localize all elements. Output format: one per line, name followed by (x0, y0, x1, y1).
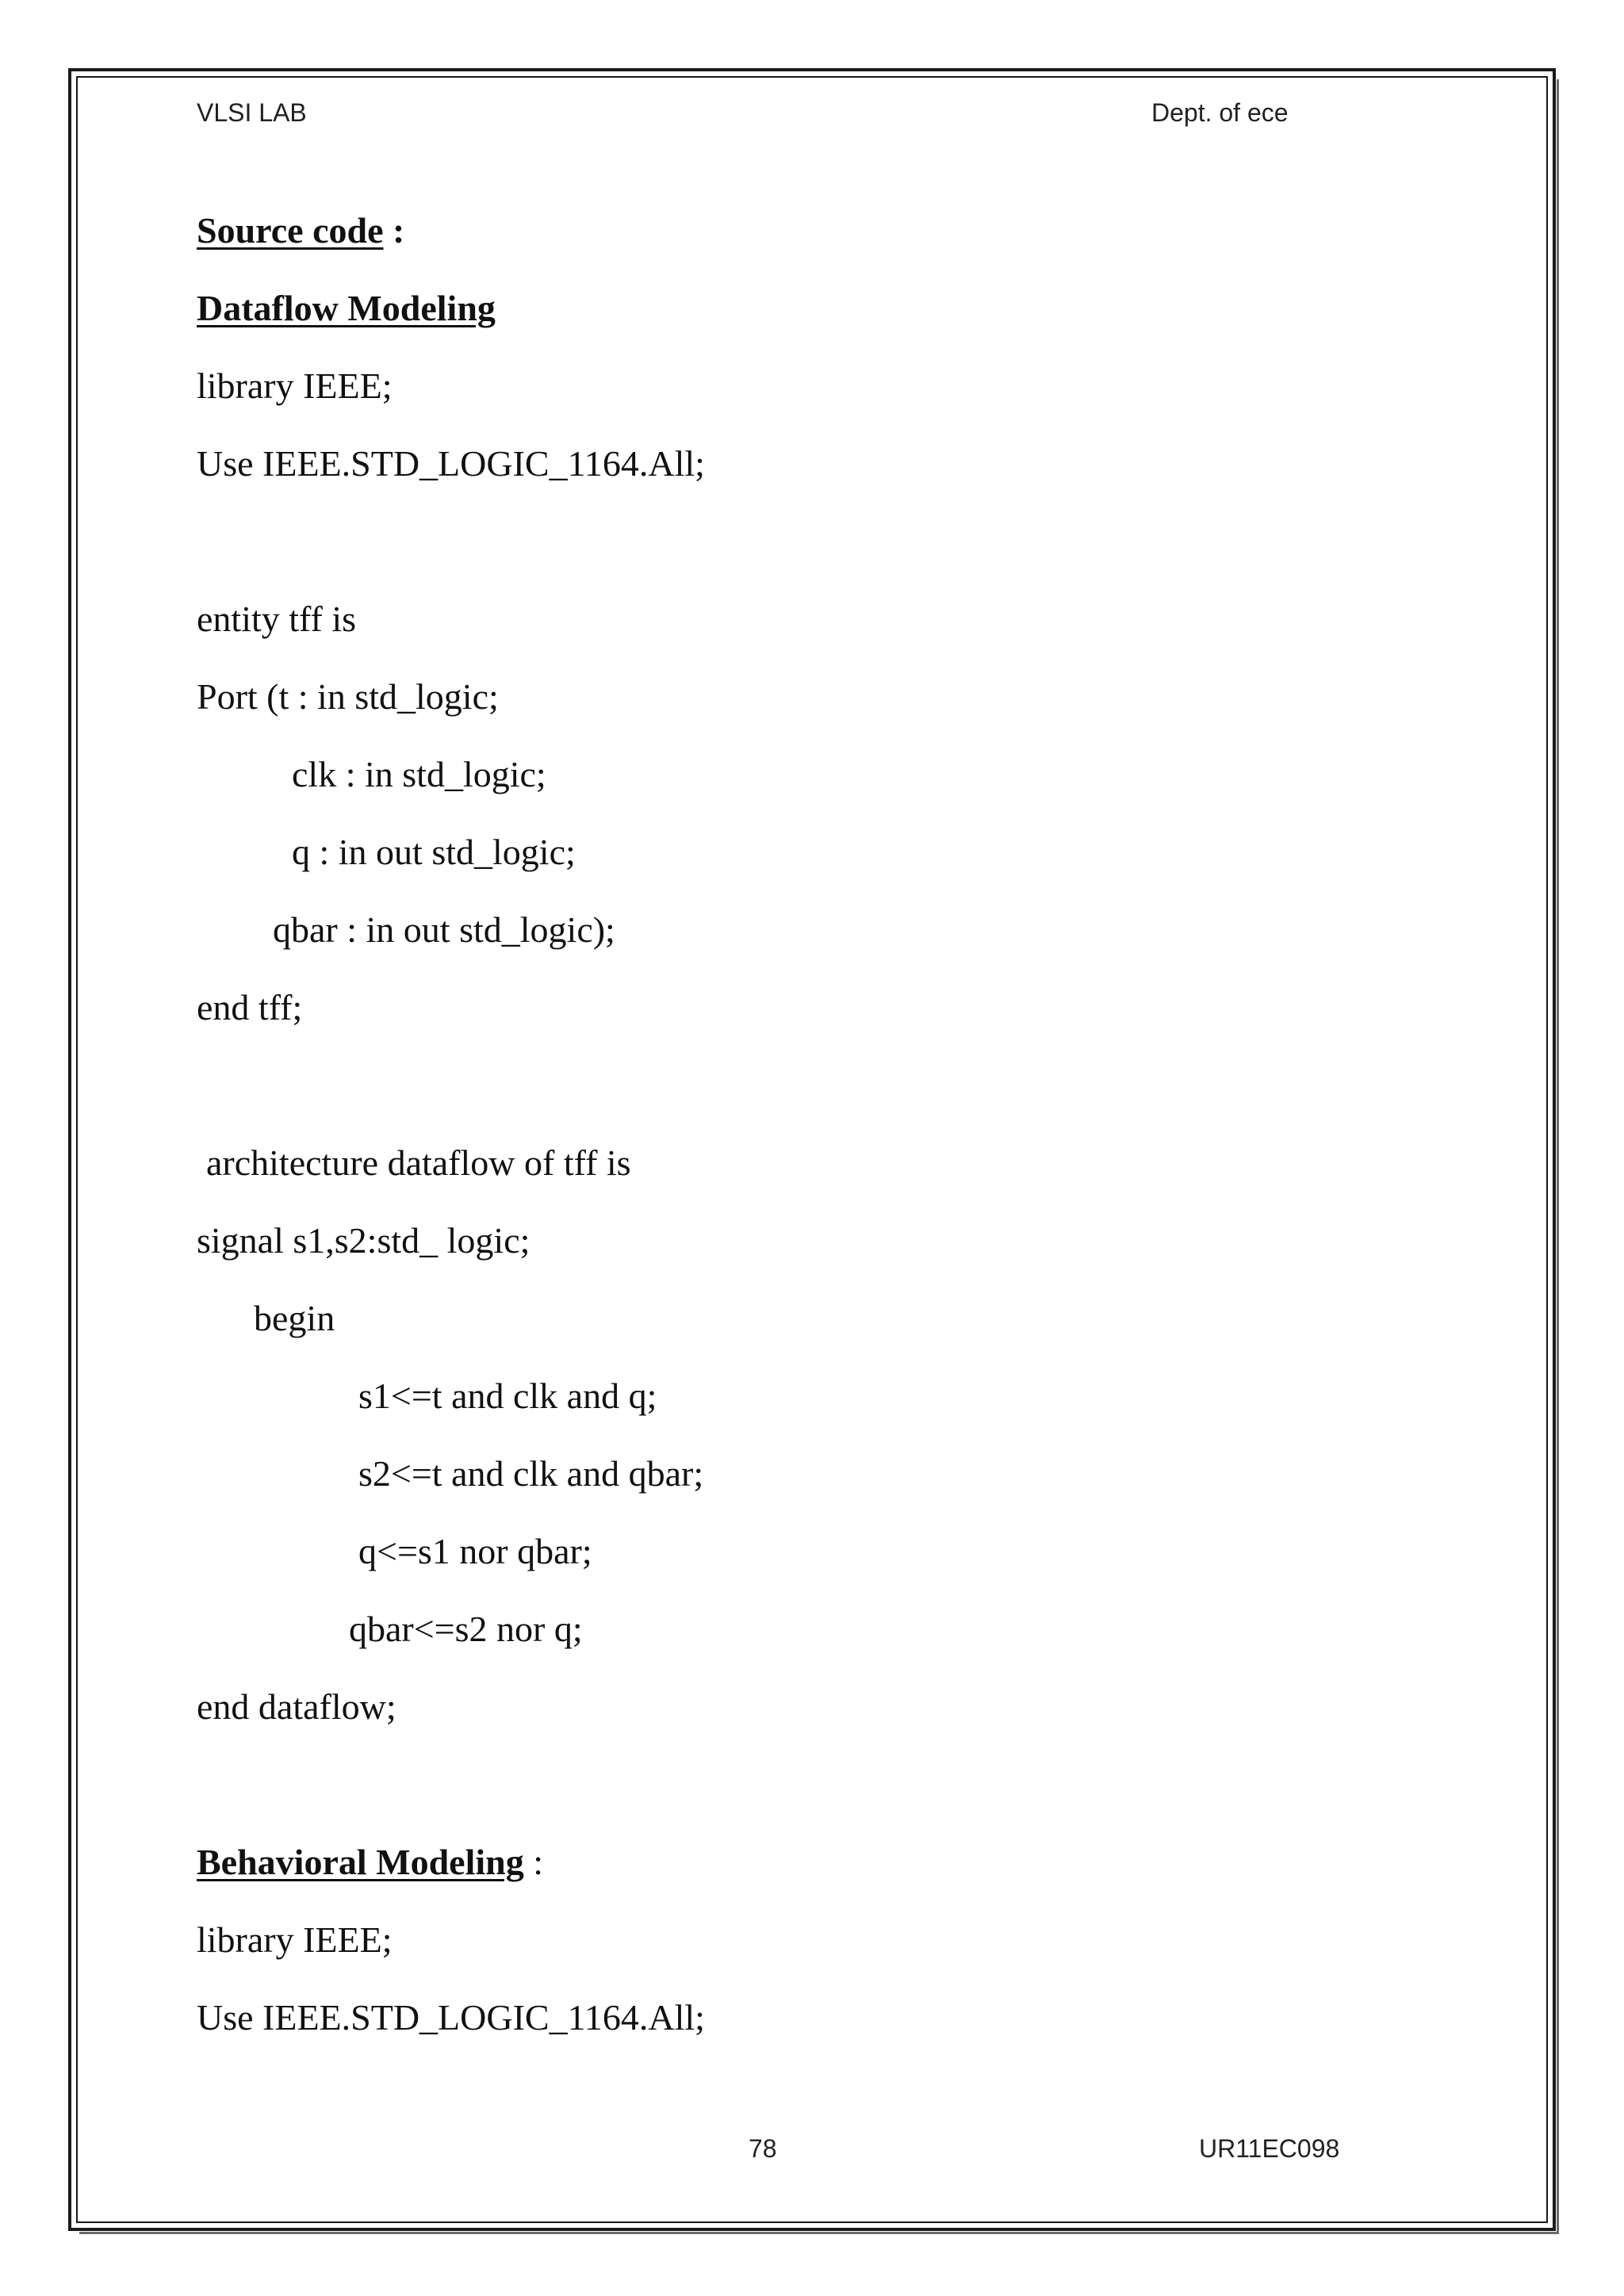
document-body (197, 192, 1465, 2057)
code-line: s1<=t and clk and q; (358, 1376, 657, 1416)
code-line: Use IEEE.STD_LOGIC_1164.All; (197, 443, 705, 484)
code-line: qbar : in out std_logic); (273, 909, 615, 950)
code-line-blank (197, 503, 1465, 580)
behavioral-heading-line (197, 1823, 1465, 1901)
code-line: library IEEE; (197, 1919, 393, 1960)
code-line: qbar<=s2 nor q; (349, 1609, 583, 1649)
code-line: q<=s1 nor qbar; (358, 1531, 592, 1571)
footer-roll-number: UR11EC098 (1199, 2134, 1340, 2163)
source-code-heading-line (197, 192, 1465, 270)
code-line: entity tff is (197, 599, 357, 639)
code-line-blank (197, 1047, 1465, 1124)
code-line: architecture dataflow of tff is (206, 1142, 631, 1183)
dataflow-heading-line (197, 270, 1465, 347)
code-line: clk : in std_logic; (292, 754, 546, 794)
code-line: begin (254, 1298, 335, 1338)
code-line: Use IEEE.STD_LOGIC_1164.All; (197, 1997, 705, 2038)
behavioral-heading: Behavioral Modeling (197, 1842, 524, 1882)
source-code-heading: Source code (197, 210, 384, 251)
behavioral-suffix: : (523, 1842, 544, 1882)
code-line: library IEEE; (197, 365, 393, 406)
header-lab-name: VLSI LAB (197, 98, 307, 127)
code-line: end dataflow; (197, 1686, 396, 1727)
code-line: signal s1,s2:std_ logic; (197, 1220, 530, 1261)
code-line-blank (197, 1746, 1465, 1823)
code-line: s2<=t and clk and qbar; (358, 1453, 704, 1494)
code-line: Port (t : in std_logic; (197, 676, 499, 717)
footer-page-number: 78 (749, 2134, 777, 2163)
code-line: end tff; (197, 987, 303, 1027)
dataflow-heading: Dataflow Modeling (197, 288, 496, 328)
source-code-suffix: : (383, 210, 405, 251)
header-department: Dept. of ece (1151, 98, 1289, 127)
code-line: q : in out std_logic; (292, 832, 576, 872)
